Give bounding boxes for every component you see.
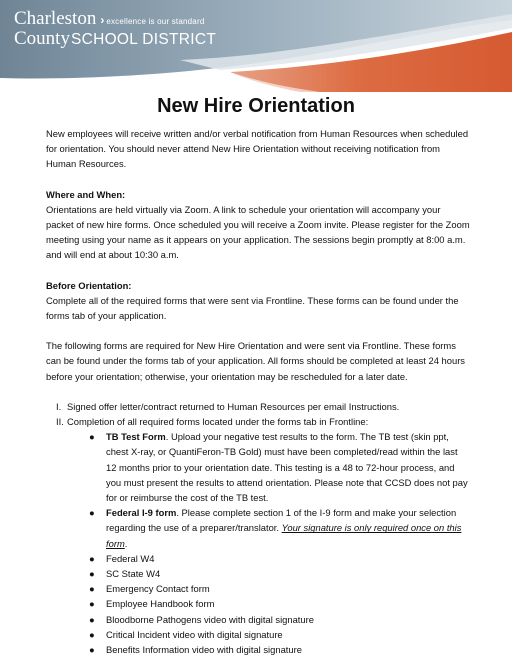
form-name: Bloodborne Pathogens video with digital signature xyxy=(106,613,314,625)
list-item xyxy=(89,551,470,566)
bullet-icon: ● xyxy=(89,628,95,640)
form-name: Emergency Contact form xyxy=(106,583,210,595)
form-name: SC State W4 xyxy=(106,568,161,580)
list-item xyxy=(89,627,470,642)
list-item xyxy=(89,642,470,657)
i9-text: . Please complete section 1 of the I-9 form and make your selection regarding the use of a preparer/translator. xyxy=(106,507,457,534)
required-forms-paragraph: The following forms are required for New Hire Orientation and were sent via Frontline. These forms can be found under the forms tab of your application. All forms should be completed at least 24 hours before your orientation; otherwise, your orientation may be rescheduled for a later date. xyxy=(46,340,465,382)
list-item-text: Completion of all required forms located under the forms tab in Frontline: xyxy=(67,416,369,428)
tb-test-label: TB Test Form xyxy=(106,431,166,443)
tb-test-text: . Upload your negative test results to the form. The TB test (skin ppt, chest X-ray, or QuantiFeron-TB Gold) must have been completed/read within the last 12 months prior to your orientation date. This testing is a 48 to 72-hour process, and you must present the results to attend orientation. Please note that CCSD does not pay for or reimburse the cost of the TB test. xyxy=(106,431,468,504)
bullet-icon: ● xyxy=(89,613,95,625)
forms-list xyxy=(67,429,470,657)
i9-end: . xyxy=(124,537,128,549)
form-name: Employee Handbook form xyxy=(106,598,215,610)
list-number: I. xyxy=(56,400,62,412)
bullet-icon: ● xyxy=(89,598,95,610)
logo-county: County xyxy=(14,28,70,49)
district-logo xyxy=(14,9,216,49)
list-item xyxy=(89,596,470,611)
form-name: Critical Incident video with digital signature xyxy=(106,628,283,640)
intro-paragraph: New employees will receive written and/or verbal notification from Human Resources when scheduled for orientation. You should never attend New Hire Orientation without receiving notification from Human Resources. xyxy=(46,128,469,170)
logo-name: Charleston xyxy=(14,8,97,29)
i9-label: Federal I-9 form xyxy=(106,507,177,519)
list-item xyxy=(89,612,470,627)
requirements-list xyxy=(46,399,470,657)
where-when-paragraph: Orientations are held virtually via Zoom. A link to schedule your orientation will accompany your packet of new hire forms. Once scheduled you will receive a Zoom invite. Please register for the Zoom meeting using your name as it appears on your application. The sessions begin promptly at 8:00 a.m. and will end at about 10:30 a.m. xyxy=(46,203,470,261)
list-item-tb-test xyxy=(89,429,470,505)
list-number: II. xyxy=(56,416,64,428)
bullet-icon: ● xyxy=(89,568,95,580)
form-name: Federal W4 xyxy=(106,552,155,564)
list-item-text: Signed offer letter/contract returned to Human Resources per email Instructions. xyxy=(67,400,400,412)
bullet-icon: ● xyxy=(89,552,95,564)
bullet-icon: ● xyxy=(89,583,95,595)
bullet-icon: ● xyxy=(89,644,95,656)
chevron-right-icon: › xyxy=(100,13,105,27)
logo-school-district: SCHOOL DISTRICT xyxy=(70,31,217,48)
form-name: Benefits Information video with digital signature xyxy=(106,644,302,656)
header-banner xyxy=(0,0,512,92)
signature-note: Your signature is only required once on this form xyxy=(106,522,462,549)
where-when-heading: Where and When: xyxy=(46,188,126,200)
bullet-icon: ● xyxy=(89,431,95,443)
list-item xyxy=(89,566,470,581)
before-orientation-paragraph: Complete all of the required forms that were sent via Frontline. These forms can be found under the forms tab of your application. xyxy=(46,294,459,322)
list-item xyxy=(46,414,470,657)
before-orientation-heading: Before Orientation: xyxy=(46,279,132,291)
list-item-i9 xyxy=(89,505,470,551)
list-item xyxy=(89,581,470,596)
document-body xyxy=(46,126,470,657)
list-item xyxy=(46,399,470,414)
bullet-icon: ● xyxy=(89,507,95,519)
logo-tagline: excellence is our standard xyxy=(106,17,205,26)
page-title: New Hire Orientation xyxy=(157,95,355,117)
